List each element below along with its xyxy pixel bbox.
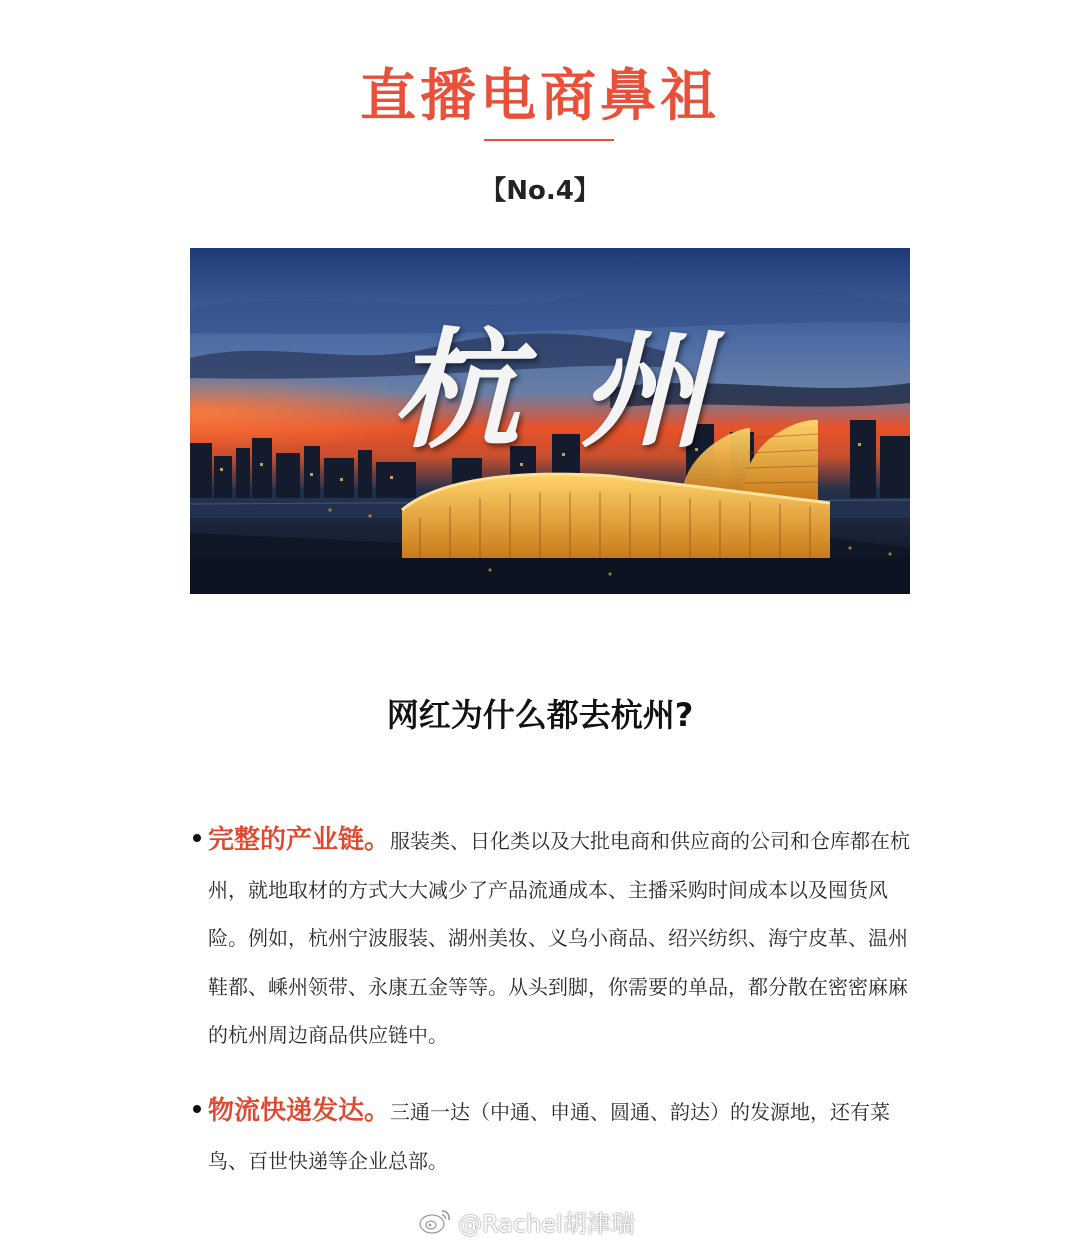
weibo-icon: [418, 1207, 452, 1235]
bullet-dot: [193, 834, 201, 842]
paragraph-lead: 完整的产业链。: [208, 825, 391, 855]
hero-image: [190, 248, 910, 594]
paragraph-logistics: [208, 1087, 914, 1185]
watermark-text: @Rachel胡津瑞: [458, 1209, 635, 1238]
title-divider: [484, 139, 614, 141]
watermark: [418, 1203, 678, 1239]
paragraph-body: 服装类、日化类以及大批电商和供应商的公司和仓库都在杭州，就地取材的方式大大减少了产品流通成本、主播采购时间成本以及囤货风险。例如，杭州宁波服装、湖州美妆、义乌小商品、绍兴纺织、海宁皮革、温州鞋都、嵊州领带、永康五金等等。从头到脚，你需要的单品，都分散在密密麻麻的杭州周边商品供应链中。: [208, 829, 911, 1047]
paragraph-lead: 物流快递发达。: [208, 1096, 391, 1126]
bullet-dot: [193, 1105, 201, 1113]
section-question: 网红为什么都去杭州?: [386, 696, 694, 734]
hero-overlay-title: 杭州: [391, 316, 768, 466]
page-title: 直播电商鼻祖: [360, 64, 720, 129]
issue-number: 【No.4】: [480, 176, 600, 206]
paragraph-body: 三通一达（中通、申通、圆通、韵达）的发源地，还有菜鸟、百世快递等企业总部。: [208, 1100, 891, 1173]
paragraph-industry-chain: [208, 816, 914, 1060]
